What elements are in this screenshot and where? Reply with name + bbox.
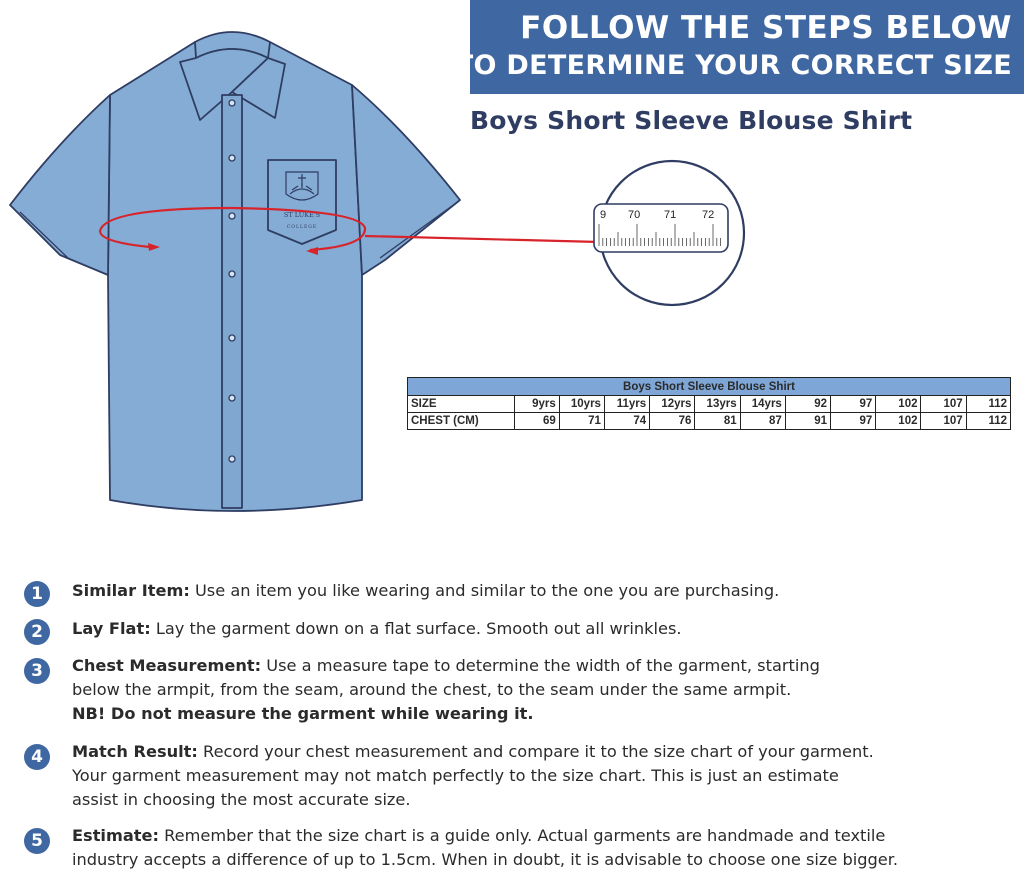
size-cell: 14yrs [740,396,785,413]
step-number-badge: 1 [24,581,50,607]
chest-measure-line [365,236,600,242]
table-row [408,413,1011,430]
step-note: NB! Do not measure the garment while wearing it. [72,704,534,723]
size-cell: 9yrs [514,396,559,413]
step-number-badge: 2 [24,619,50,645]
size-cell: 11yrs [604,396,649,413]
tape-number: 71 [664,209,677,221]
chest-cell: 71 [559,413,604,430]
chest-cell: 81 [695,413,740,430]
size-cell: 102 [876,396,921,413]
chest-cell: 87 [740,413,785,430]
banner-line-1: FOLLOW THE STEPS BELOW [520,10,1012,46]
step-title: Estimate: [72,826,159,845]
chest-cell: 112 [966,413,1010,430]
size-cell: 92 [785,396,830,413]
step-number-badge: 5 [24,828,50,854]
chest-row-label: CHEST (CM) [408,413,515,430]
size-cell: 97 [831,396,876,413]
step-title: Similar Item: [72,581,190,600]
step-title: Lay Flat: [72,619,151,638]
banner-line-2: TO DETERMINE YOUR CORRECT SIZE [454,50,1012,81]
size-row-label: SIZE [408,396,515,413]
tape-number: 9 [600,209,607,221]
tape-number: 70 [628,209,641,221]
chest-cell: 97 [831,413,876,430]
step-title: Chest Measurement: [72,656,262,675]
size-cell: 13yrs [695,396,740,413]
chest-cell: 74 [604,413,649,430]
step-text [72,654,820,678]
crest-subtext: COLLEGE [286,225,318,230]
tape-number: 72 [702,209,715,221]
step-line: Your garment measurement may not match perfectly to the size chart. This is just an estimate [72,766,839,785]
step-number-badge: 4 [24,744,50,770]
step-line: Use an item you like wearing and similar to the one you are purchasing. [194,581,780,600]
step-number-badge: 3 [24,658,50,684]
step-line: assist in choosing the most accurate size. [72,790,411,809]
step-text [72,579,779,603]
chest-cell: 102 [876,413,921,430]
chest-measure-ellipse [100,208,365,250]
product-title: Boys Short Sleeve Blouse Shirt [470,106,913,135]
step-line: Lay the garment down on a flat surface. Smooth out all wrinkles. [155,619,682,638]
chest-cell: 107 [921,413,966,430]
chest-cell: 91 [785,413,830,430]
step-text [72,617,682,641]
step-text [72,740,874,764]
button [229,395,235,401]
step-title: Match Result: [72,742,198,761]
size-cell: 12yrs [650,396,695,413]
step-line: Record your chest measurement and compare it to the size chart of your garment. [203,742,874,761]
button [229,456,235,462]
size-cell: 10yrs [559,396,604,413]
step-line: Use a measure tape to determine the width of the garment, starting [266,656,820,675]
arrow-icon [148,243,160,251]
step-line: Remember that the size chart is a guide only. Actual garments are handmade and textile [164,826,886,845]
size-cell: 107 [921,396,966,413]
button [229,335,235,341]
size-chart-title: Boys Short Sleeve Blouse Shirt [408,378,1011,396]
size-chart-table [407,377,1011,430]
chest-cell: 69 [514,413,559,430]
crest-text: ST LUKE'S [283,211,321,219]
size-cell: 112 [966,396,1010,413]
step-line: industry accepts a difference of up to 1.5cm. When in doubt, it is advisable to choose one size bigger. [72,850,899,869]
arrow-icon [306,247,318,255]
chest-cell: 76 [650,413,695,430]
step-line: below the armpit, from the seam, around the chest, to the seam under the same armpit. [72,680,792,699]
measure-overlay [0,0,1024,320]
step-text [72,824,885,848]
table-row [408,396,1011,413]
